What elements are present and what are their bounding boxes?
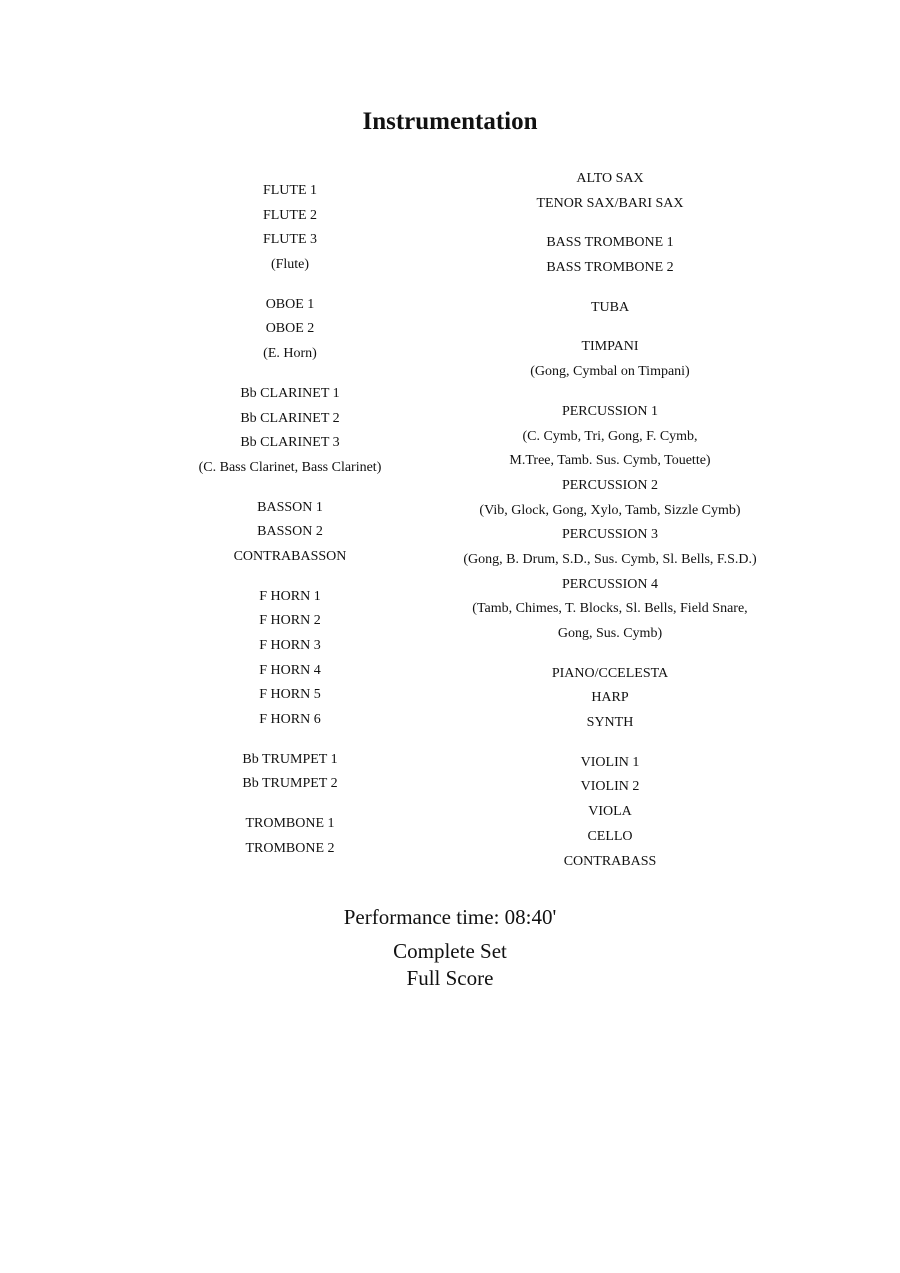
instrument-entry: PIANO/CCELESTA (551, 665, 669, 681)
performance-time: Performance time: 08:40' (343, 905, 557, 929)
instrument-entry: F HORN 5 (259, 687, 321, 703)
instrument-entry: CONTRABASSON (233, 548, 347, 564)
instrument-entry: Bb TRUMPET 2 (242, 776, 338, 792)
instrument-entry: TROMBONE 1 (245, 816, 335, 832)
instrument-entry: VIOLA (588, 804, 632, 820)
instrument-entry: CELLO (587, 828, 633, 844)
instrument-group (420, 662, 800, 736)
instrument-list-left (140, 179, 440, 877)
instrument-group (140, 812, 440, 861)
instrument-group (420, 167, 800, 216)
instrument-entry: Bb CLARINET 3 (240, 435, 340, 451)
instrument-group (140, 179, 440, 278)
instrument-entry: ALTO SAX (576, 171, 644, 186)
instrument-entry: (Tamb, Chimes, T. Blocks, Sl. Bells, Field Snare, (472, 601, 748, 617)
instrument-entry: PERCUSSION 4 (561, 576, 659, 592)
instrument-entry: CONTRABASS (563, 853, 657, 869)
instrument-group (140, 382, 440, 481)
instrument-entry: (C. Bass Clarinet, Bass Clarinet) (198, 459, 382, 475)
instrument-entry: Bb CLARINET 1 (240, 385, 340, 401)
instrument-entry: PERCUSSION 3 (561, 527, 659, 543)
instrument-entry: FLUTE 1 (262, 183, 318, 198)
instrument-group (420, 400, 800, 647)
instrument-entry: (Gong, Cymbal on Timpani) (530, 364, 690, 380)
set-label: Complete Set (393, 939, 507, 963)
instrument-entry: BASS TROMBONE 1 (546, 235, 674, 251)
instrument-list-right (420, 167, 800, 889)
instrument-entry: SYNTH (586, 715, 634, 731)
instrument-entry: (C. Cymb, Tri, Gong, F. Cymb, (522, 428, 698, 444)
instrument-entry: F HORN 1 (259, 588, 321, 604)
instrument-entry: (Flute) (270, 257, 310, 273)
instrument-entry: TROMBONE 2 (245, 840, 335, 856)
instrument-entry: FLUTE 2 (262, 207, 318, 223)
instrument-entry: OBOE 1 (265, 296, 315, 312)
page-title: Instrumentation (362, 108, 538, 135)
instrument-group (140, 293, 440, 367)
instrument-entry: F HORN 2 (259, 613, 321, 629)
instrument-entry: M.Tree, Tamb. Sus. Cymb, Touette) (509, 453, 711, 469)
instrument-entry: Gong, Sus. Cymb) (557, 626, 663, 641)
instrument-entry: BASS TROMBONE 2 (546, 260, 674, 276)
instrument-entry: Bb CLARINET 2 (240, 410, 340, 426)
instrument-entry: F HORN 6 (259, 712, 321, 728)
score-label: Full Score (406, 966, 494, 990)
instrument-entry: F HORN 3 (259, 638, 321, 653)
instrument-entry: PERCUSSION 1 (561, 403, 659, 419)
instrument-group (140, 496, 440, 570)
instrument-entry: BASSON 2 (257, 524, 323, 540)
instrument-entry: F HORN 4 (259, 662, 321, 678)
instrument-entry: TIMPANI (581, 339, 639, 355)
instrument-group (420, 751, 800, 874)
instrument-entry: (Vib, Glock, Gong, Xylo, Tamb, Sizzle Cymb) (479, 502, 741, 518)
instrument-entry: VIOLIN 2 (580, 779, 640, 795)
instrument-entry: OBOE 2 (265, 321, 315, 337)
instrument-entry: TENOR SAX/BARI SAX (536, 195, 684, 211)
instrument-entry: BASSON 1 (257, 499, 323, 515)
instrument-entry: Bb TRUMPET 1 (242, 751, 338, 767)
instrument-entry: PERCUSSION 2 (561, 477, 659, 493)
instrument-entry: VIOLIN 1 (580, 754, 640, 770)
instrument-entry: TUBA (590, 299, 630, 315)
instrument-entry: FLUTE 3 (262, 232, 318, 248)
instrument-group (420, 335, 800, 384)
instrument-group (420, 296, 800, 321)
instrument-group (140, 748, 440, 797)
instrument-group (420, 231, 800, 280)
instrument-group (140, 585, 440, 733)
instrument-entry: (Gong, B. Drum, S.D., Sus. Cymb, Sl. Bells, F.S.D.) (463, 551, 757, 567)
score-set-info (0, 938, 900, 992)
instrument-entry: (E. Horn) (263, 346, 317, 362)
instrument-entry: HARP (591, 690, 629, 706)
